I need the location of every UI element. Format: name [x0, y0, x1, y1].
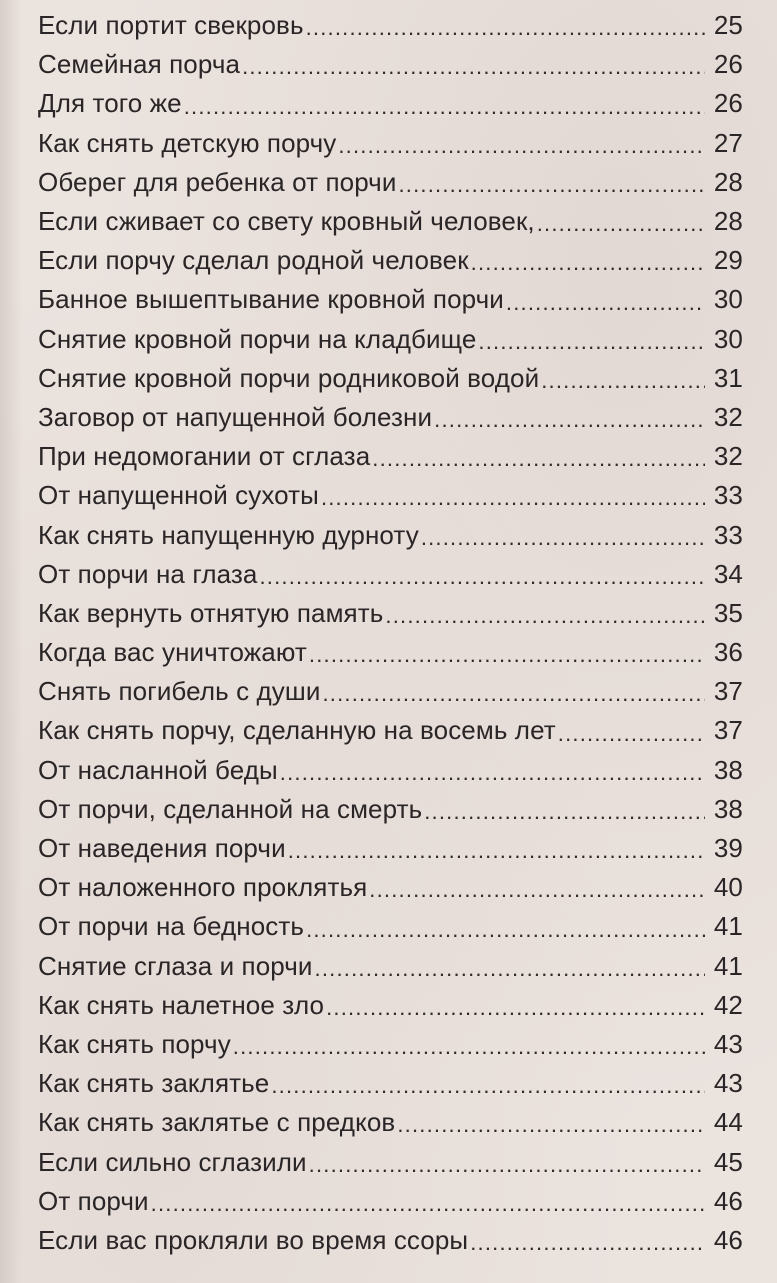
dot-leader [424, 801, 705, 829]
toc-entry-page-number: 46 [713, 1224, 743, 1255]
toc-entry [38, 868, 743, 907]
toc-entry-title: Снятие кровной порчи родниковой водой [38, 362, 540, 393]
toc-entry [38, 437, 743, 476]
toc-entry-page-number: 32 [713, 441, 743, 472]
toc-entry-page-number: 45 [713, 1146, 743, 1177]
toc-entry [38, 790, 743, 829]
toc-entry-title: Снятие кровной порчи на кладбище [38, 323, 477, 354]
toc-entry [38, 829, 743, 868]
dot-leader [242, 56, 705, 84]
toc-entry-title: Как снять налетное зло [38, 989, 325, 1020]
dot-leader [471, 252, 705, 280]
toc-entry [38, 280, 743, 319]
toc-entry [38, 320, 743, 359]
toc-entry-page-number: 31 [713, 362, 743, 393]
toc-entry-page-number: 37 [713, 676, 743, 707]
toc-entry [38, 1064, 743, 1103]
toc-entry-page-number: 29 [713, 245, 743, 276]
toc-entry-title: Если вас прокляли во время ссоры [38, 1224, 469, 1255]
dot-leader [280, 762, 705, 790]
toc-entry-page-number: 38 [713, 793, 743, 824]
toc-entry [38, 515, 743, 554]
toc-entry [38, 45, 743, 84]
dot-leader [372, 448, 705, 476]
toc-entry-page-number: 44 [713, 1107, 743, 1138]
toc-entry [38, 986, 743, 1025]
toc-entry-title: Если порчу сделал родной человек [38, 245, 469, 276]
toc-entry-title: Семейная порча [38, 49, 241, 80]
dot-leader [326, 997, 705, 1025]
toc-entry-title: При недомогании от сглаза [38, 441, 371, 472]
toc-entry-title: От наведения порчи [38, 833, 286, 864]
toc-entry-title: От порчи [38, 1185, 149, 1216]
toc-entry-page-number: 46 [713, 1185, 743, 1216]
toc-entry-page-number: 25 [713, 10, 743, 41]
toc-entry-page-number: 30 [713, 323, 743, 354]
page-edge-shadow [0, 0, 22, 1283]
toc-entry [38, 633, 743, 672]
toc-entry-page-number: 30 [713, 284, 743, 315]
toc-entry [38, 672, 743, 711]
toc-entry-page-number: 43 [713, 1028, 743, 1059]
toc-entry [38, 202, 743, 241]
toc-entry-title: Как снять порчу, сделанную на восемь лет [38, 715, 556, 746]
toc-entry [38, 711, 743, 750]
dot-leader [233, 1036, 705, 1064]
toc-entry-page-number: 34 [713, 558, 743, 589]
toc-entry-title: Как снять заклятье [38, 1068, 270, 1099]
toc-entry-page-number: 26 [713, 49, 743, 80]
toc-entry-page-number: 37 [713, 715, 743, 746]
dot-leader [398, 174, 705, 202]
toc-entry-title: Банное вышептывание кровной порчи [38, 284, 504, 315]
toc-entry-page-number: 33 [713, 519, 743, 550]
toc-entry [38, 6, 743, 45]
table-of-contents [38, 6, 743, 1260]
toc-entry-title: Снятие сглаза и порчи [38, 950, 313, 981]
toc-entry-page-number: 36 [713, 637, 743, 668]
toc-entry [38, 241, 743, 280]
dot-leader [151, 1193, 705, 1221]
toc-entry-title: Снять погибель с души [38, 676, 321, 707]
dot-leader [271, 1075, 705, 1103]
toc-entry-page-number: 35 [713, 597, 743, 628]
dot-leader [470, 1232, 705, 1260]
toc-entry-page-number: 43 [713, 1068, 743, 1099]
toc-entry-title: От насланной беды [38, 754, 278, 785]
toc-entry [38, 907, 743, 946]
toc-entry-title: От порчи на бедность [38, 911, 305, 942]
toc-entry [38, 1221, 743, 1260]
dot-leader [306, 17, 705, 45]
toc-entry-title: От напущенной сухоты [38, 480, 319, 511]
toc-entry-page-number: 28 [713, 166, 743, 197]
toc-entry-title: От порчи, сделанной на смерть [38, 793, 423, 824]
toc-entry-page-number: 42 [713, 989, 743, 1020]
toc-entry-page-number: 40 [713, 872, 743, 903]
toc-entry [38, 84, 743, 123]
dot-leader [434, 409, 705, 437]
dot-leader [478, 331, 705, 359]
dot-leader [309, 644, 705, 672]
toc-entry-page-number: 41 [713, 911, 743, 942]
toc-entry-title: От порчи на глаза [38, 558, 258, 589]
toc-entry [38, 124, 743, 163]
dot-leader [321, 487, 705, 515]
toc-entry [38, 1025, 743, 1064]
dot-leader [397, 1114, 705, 1142]
toc-entry-page-number: 26 [713, 88, 743, 119]
toc-entry [38, 359, 743, 398]
dot-leader [338, 135, 705, 163]
toc-entry-title: Оберег для ребенка от порчи [38, 166, 397, 197]
toc-entry-page-number: 27 [713, 127, 743, 158]
toc-entry-page-number: 39 [713, 833, 743, 864]
dot-leader [184, 96, 705, 124]
toc-entry [38, 751, 743, 790]
toc-entry-page-number: 28 [713, 206, 743, 237]
toc-entry-title: Как вернуть отнятую память [38, 597, 384, 628]
dot-leader [558, 723, 705, 751]
toc-entry [38, 947, 743, 986]
toc-entry [38, 1182, 743, 1221]
toc-entry [38, 398, 743, 437]
toc-entry-title: Если сживает со свету кровный человек, [38, 206, 535, 237]
dot-leader [309, 1154, 705, 1182]
dot-leader [421, 527, 705, 555]
toc-entry-title: От наложенного проклятья [38, 872, 368, 903]
dot-leader [306, 919, 705, 947]
toc-entry-title: Как снять детскую порчу [38, 127, 337, 158]
dot-leader [506, 292, 705, 320]
toc-entry-title: Если портит свекровь [38, 10, 304, 41]
dot-leader [322, 683, 705, 711]
toc-entry-page-number: 41 [713, 950, 743, 981]
toc-entry-title: Для того же [38, 88, 182, 119]
toc-entry-title: Как снять напущенную дурноту [38, 519, 419, 550]
toc-entry-title: Как снять порчу [38, 1028, 231, 1059]
toc-entry-title: Когда вас уничтожают [38, 637, 307, 668]
toc-entry [38, 163, 743, 202]
toc-entry [38, 1142, 743, 1181]
dot-leader [385, 605, 705, 633]
dot-leader [541, 370, 705, 398]
toc-entry-page-number: 38 [713, 754, 743, 785]
toc-entry [38, 555, 743, 594]
toc-entry [38, 594, 743, 633]
toc-entry [38, 476, 743, 515]
dot-leader [369, 879, 705, 907]
toc-entry-title: Как снять заклятье с предков [38, 1107, 396, 1138]
dot-leader [259, 566, 705, 594]
toc-entry-title: Заговор от напущенной болезни [38, 401, 433, 432]
dot-leader [315, 958, 705, 986]
dot-leader [288, 840, 705, 868]
toc-entry-page-number: 32 [713, 401, 743, 432]
toc-entry-page-number: 33 [713, 480, 743, 511]
dot-leader [537, 213, 705, 241]
toc-entry-title: Если сильно сглазили [38, 1146, 307, 1177]
toc-entry [38, 1103, 743, 1142]
